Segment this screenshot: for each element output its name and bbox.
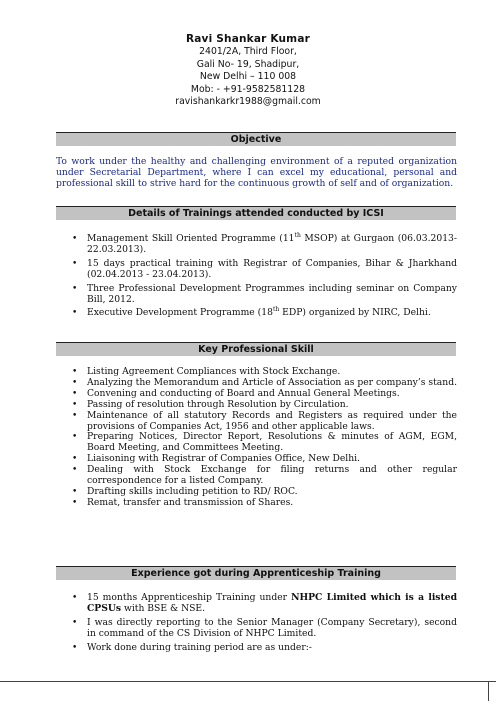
- address-line-1: 2401/2A, Third Floor,: [199, 46, 297, 57]
- list-item: • I was directly reporting to the Senior Manager (Company Secretary), second in command of the CS Division of NHPC Limited.: [56, 618, 457, 640]
- list-item: • Listing Agreement Compliances with Stock Exchange.: [56, 367, 457, 378]
- list-item: • Remat, transfer and transmission of Shares.: [56, 498, 457, 509]
- list-item: • Management Skill Oriented Programme (11th MSOP) at Gurgaon (06.03.2013-22.03.2013).: [56, 234, 457, 256]
- page-bottom-rule: [0, 681, 496, 682]
- candidate-name: Ravi Shankar Kumar: [185, 33, 310, 45]
- skills-list: [56, 367, 457, 509]
- experience-list: [56, 593, 457, 654]
- trainings-heading: Details of Trainings attended conducted by ICSI: [56, 206, 456, 220]
- list-item: • Analyzing the Memorandum and Article of Association as per company’s stand.: [56, 378, 457, 389]
- skills-heading: Key Professional Skill: [56, 342, 456, 356]
- trainings-list: [56, 231, 457, 319]
- list-item: • Executive Development Programme (18th EDP) organized by NIRC, Delhi.: [56, 308, 457, 319]
- list-item: • Preparing Notices, Director Report, Resolutions & minutes of AGM, EGM, Board Meeting, and Committees Meeting.: [56, 432, 457, 454]
- objective-text: To work under the healthy and challenging environment of a reputed organization under Secretarial Department, where I can excel my educational, personal and professional skill to strive hard for the continuous growth of self and of organization.: [56, 156, 457, 189]
- list-item: • 15 days practical training with Registrar of Companies, Bihar & Jharkhand (02.04.2013 - 23.04.2013).: [56, 259, 457, 281]
- mobile-number: Mob: - +91-9582581128: [190, 83, 306, 95]
- page-corner-rule: [488, 681, 489, 701]
- list-item: • Liaisoning with Registrar of Companies Office, New Delhi.: [56, 454, 457, 465]
- address-line-3: New Delhi – 110 008: [199, 71, 297, 82]
- list-item: • Work done during training period are as under:-: [56, 643, 457, 654]
- list-item: • Passing of resolution through Resolution by Circulation.: [56, 400, 457, 411]
- list-item: • Three Professional Development Programmes including seminar on Company Bill, 2012.: [56, 284, 457, 306]
- experience-heading: Experience got during Apprenticeship Training: [56, 566, 456, 580]
- list-item: • Maintenance of all statutory Records and Registers as required under the provisions of Companies Act, 1956 and other applicable laws.: [56, 411, 457, 433]
- email-address: ravishankarkr1988@gmail.com: [175, 96, 321, 107]
- address-line-2: Gali No- 19, Shadipur,: [196, 58, 300, 70]
- list-item: • Dealing with Stock Exchange for filing returns and other regular correspondence for a listed Company.: [56, 465, 457, 487]
- objective-heading: Objective: [56, 132, 456, 146]
- resume-header: [0, 32, 496, 109]
- list-item: • 15 months Apprenticeship Training under NHPC Limited which is a listed CPSUs with BSE & NSE.: [56, 593, 457, 615]
- list-item: • Convening and conducting of Board and Annual General Meetings.: [56, 389, 457, 400]
- list-item: • Drafting skills including petition to RD/ ROC.: [56, 487, 457, 498]
